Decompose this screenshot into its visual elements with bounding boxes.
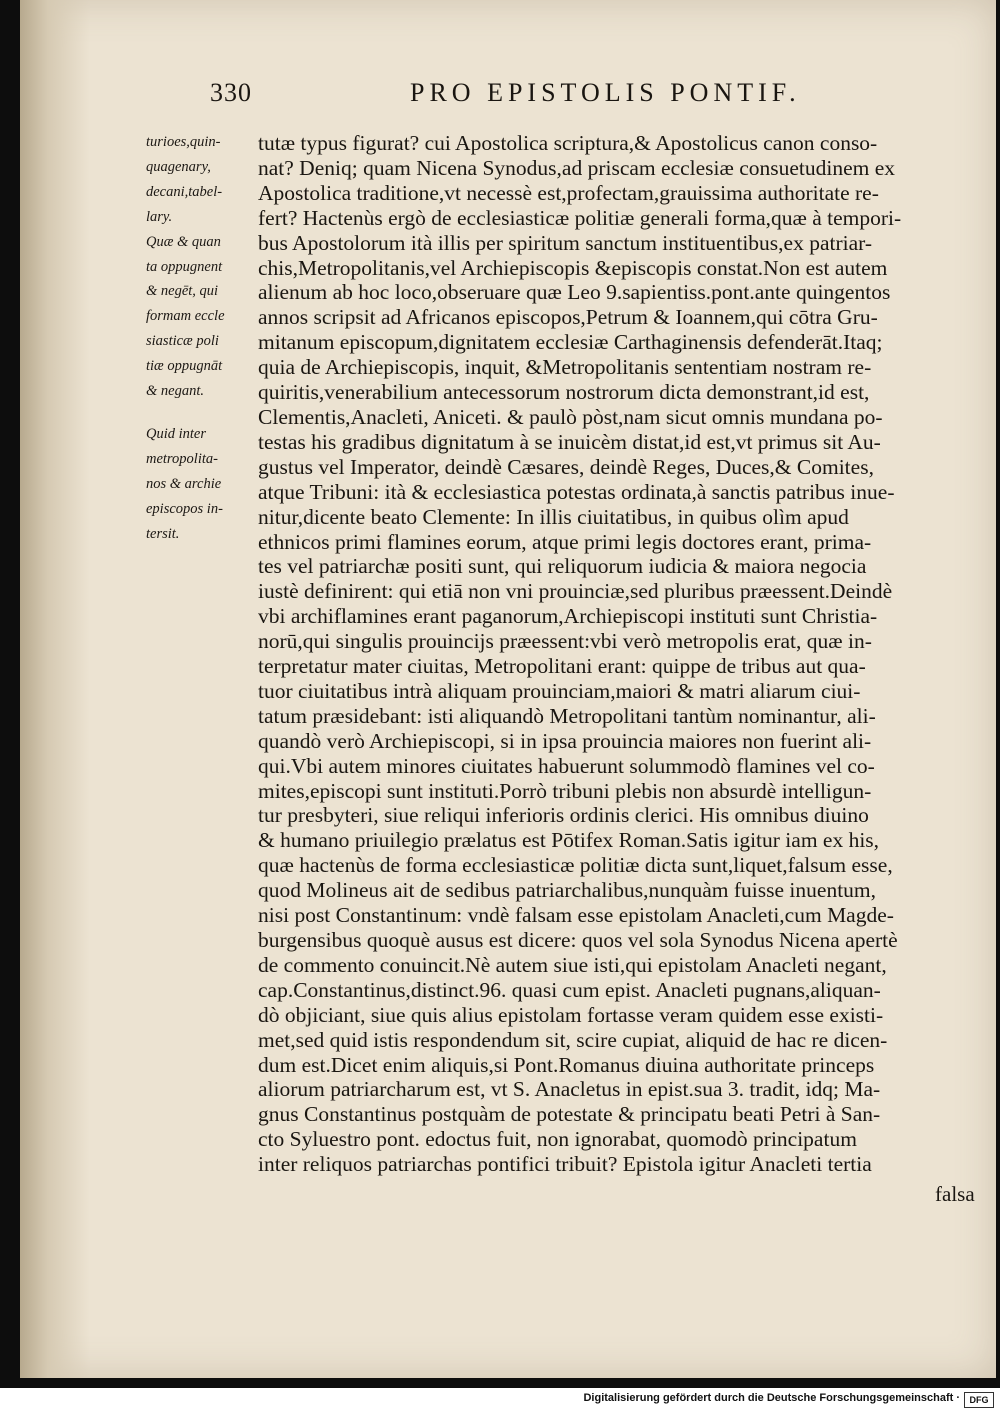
text-line: dum est.Dicet enim aliquis,si Pont.Romanus diuina authoritate princeps [258,1052,875,1077]
margin-note-line: Quæ & quan [146,233,221,250]
text-line: atque Tribuni: ità & ecclesiastica potestas ordinata,à sanctis patribus inue- [258,479,895,504]
text-line: Clementis,Anacleti, Aniceti. & paulò pòst,nam sicut omnis mundana po- [258,404,883,429]
margin-note-line: nos & archie [146,475,222,492]
text-line: met,sed quid istis respondendum sit, scire cupiat, aliquid de hac re dicen- [258,1027,888,1052]
margin-note-line: siasticæ poli [146,333,219,350]
text-line: quia de Archiepiscopis, inquit, &Metropolitanis sententiam nostram re- [258,355,872,380]
text-line: tutæ typus figurat? cui Apostolica scriptura,& Apostolicus canon conso- [258,131,878,155]
text-line: tur presbyteri, siue reliqui inferioris ordinis clerici. His omnibus diuino [258,803,869,828]
text-line: tuor ciuitatibus intrà aliquam prouinciam,maiori & matri aliarum ciui- [258,678,861,703]
text-line: & humano priuilegio prælatus est Pōtifex Roman.Satis igitur iam ex his, [258,828,880,853]
margin-note-line: Quid inter [146,425,207,442]
margin-gap [146,404,258,422]
text-line: tes vel patriarchæ positi sunt, qui reliquorum iudicia & maiora negocia [258,554,867,579]
text-line: inter reliquos patriarchas pontifici tribuit? Epistola igitur Anacleti tertia [258,1152,872,1177]
text-line: quandò verò Archiepiscopi, si in ipsa prouincia maiores non fuerint ali- [258,728,872,753]
margin-note-line: formam eccle [146,308,225,325]
margin-note-line: tersit. [146,525,180,542]
margin-note-line: & negant. [146,383,204,400]
text-line: iustè definirent: qui etiā non vni prouinciæ,sed pluribus præessent.Deindè [258,579,893,604]
page-number: 330 [210,78,252,107]
margin-note-line: quagenary, [146,158,211,175]
text-line: quiritis,venerabilium antecessorum nostrorum dicta demonstrant,id est, [258,380,870,405]
margin-note-line: decani,tabel- [146,183,223,200]
text-line: cto Syluestro pont. edoctus fuit, non ignorabat, quomodò principatum [258,1127,857,1152]
text-line: chis,Metropolitanis,vel Archiepiscopis &episcopis constat.Non est autem [258,255,888,280]
text-line: tatum præsidebant: isti aliquandò Metropolitani tantùm nominantur, ali- [258,703,876,728]
text-line: qui.Vbi autem minores ciuitates habuerunt solummodò flamines vel co- [258,753,875,778]
margin-note-line: & negēt, qui [146,283,219,300]
text-line: burgensibus quoquè ausus est dicere: quos vel sola Synodus Nicena apertè [258,928,898,952]
margin-note-line: tiæ oppugnāt [146,358,223,375]
text-line: nat? Deniq; quam Nicena Synodus,ad priscam ecclesiæ consuetudinem ex [258,155,896,180]
text-line: fert? Hactenùs ergò de ecclesiasticæ politiæ generali forma,quæ à tempori- [258,205,902,230]
text-line: cap.Constantinus,distinct.96. quasi cum epist. Anacleti pugnans,aliquan- [258,977,881,1002]
text-line: Apostolica traditione,vt necessè est,profectam,grauissima authoritate re- [258,180,879,205]
margin-note-line: ta oppugnent [146,258,223,275]
text-line: testas his gradibus dignitatum à se inuicèm distat,id est,vt primus sit Au- [258,429,881,454]
text-line: quæ hactenùs de forma ecclesiasticæ politiæ dicta sunt,liquet,falsum esse, [258,853,893,878]
text-line: terpretatur mater ciuitas, Metropolitani erant: quippe de tribus aut qua- [258,654,866,679]
page-gutter-shadow [20,0,90,1378]
margin-note-line: metropolita- [146,450,218,467]
text-line: aliorum patriarcharum est, vt S. Anacletus in epist.sua 3. tradit, idq; Ma- [258,1077,881,1102]
margin-note-line: lary. [146,208,173,225]
text-line: dò objiciant, siue quis alius epistolam fortasse veram quidem esse existi- [258,1002,884,1027]
margin-note-line: turioes,quin- [146,134,221,150]
catchword: falsa [935,1182,975,1206]
text-line: vbi archiflamines erant paganorum,Archiepiscopi instituti sunt Christia- [258,604,878,629]
text-line: de commento conuincit.Nè autem siue isti,qui epistolam Anacleti negant, [258,952,887,977]
text-line: nitur,dicente beato Clemente: In illis ciuitatibus, in quibus olìm apud [258,504,849,529]
text-line: quod Molineus ait de sedibus patriarchalibus,nunquàm fuisse inuentum, [258,878,877,903]
text-line: norū,qui singulis prouincijs præessent:vbi verò metropolis erat, quæ in- [258,629,872,654]
text-line: alienum ab hoc loco,obseruare quæ Leo 9.sapientiss.pont.ante quingentos [258,280,891,305]
margin-note-line: episcopos in- [146,500,223,517]
text-line: annos scripsit ad Africanos episcopos,Petrum & Ioannem,qui cōtra Gru- [258,305,878,330]
main-text-block [258,131,988,1177]
footer-credit: Digitalisierung gefördert durch die Deutsche Forschungsgemeinschaft · [583,1392,960,1404]
marginal-notes [146,130,258,547]
text-line: nisi post Constantinum: vndè falsam esse epistolam Anacleti,cum Magde- [258,903,894,928]
running-head: PRO EPISTOLIS PONTIF. [410,78,801,107]
digitization-footer [0,1388,1000,1414]
text-line: bus Apostolorum ità illis per spiritum sanctum instituentibus,ex patriar- [258,230,873,255]
dfg-logo: DFG [964,1392,994,1408]
text-line: gnus Constantinus postquàm de potestate & principatu beati Petri à San- [258,1102,881,1127]
text-line: mites,episcopi sunt instituti.Porrò tribuni plebis non absurdè intelligun- [258,778,872,803]
text-line: ethnicos primi flamines eorum, atque primi legis doctores erant, prima- [258,529,872,554]
text-line: gustus vel Imperator, deindè Cæsares, deindè Reges, Duces,& Comites, [258,454,874,479]
text-line: mitanum episcopum,dignitatem ecclesiæ Carthaginensis defenderāt.Itaq; [258,330,883,355]
page-header [210,78,980,122]
